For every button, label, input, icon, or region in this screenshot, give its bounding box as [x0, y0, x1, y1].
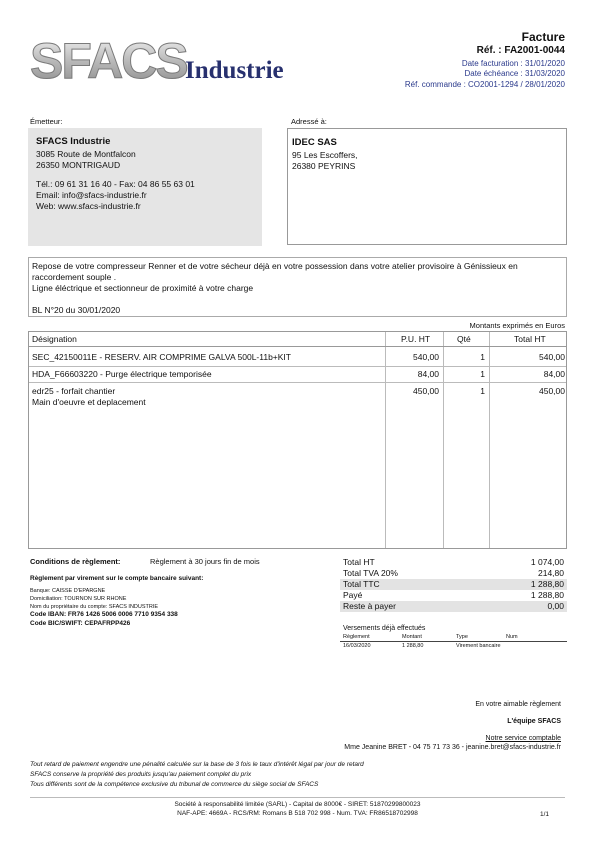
col-header-total: Total HT — [514, 334, 546, 344]
footer-company-info: Société à responsabilité limitée (SARL) - Capital de 8000€ - SIRET: 51870299800023 — [174, 801, 421, 808]
payment-type: Virement bancaire — [456, 643, 501, 649]
legal-line: SFACS conserve la propriété des produits jusqu'au paiement complet du prix — [30, 771, 252, 778]
payments-title: Versements déjà effectués — [343, 625, 426, 632]
col-header-unit-price: P.U. HT — [401, 334, 431, 344]
company-logo — [30, 34, 320, 86]
recipient-name: IDEC SAS — [292, 137, 337, 148]
total-value: 1 074,00 — [530, 557, 564, 567]
total-value: 214,80 — [538, 568, 564, 578]
svg-text:SFACS: SFACS — [30, 34, 187, 86]
items-table — [28, 331, 567, 549]
payments-col-date: Règlement — [343, 634, 370, 640]
total-label: Reste à payer — [343, 601, 396, 611]
description-line: Repose de votre compresseur Renner et de votre sécheur déjà en votre possession dans votre atelier provisoire à Génissieux en — [32, 261, 518, 271]
total-label: Total TTC — [343, 579, 380, 589]
item-total: 540,00 — [539, 352, 565, 362]
item-designation: edr25 - forfait chantier — [32, 386, 116, 396]
bank-transfer-title: Règlement par virement sur le compte bancaire suivant: — [30, 575, 204, 582]
legal-line: Tous différents sont de la compétence exclusive du tribunal de commerce du siège social de SFACS — [30, 781, 319, 788]
description-line: raccordement souple . — [32, 272, 117, 282]
item-quantity: 1 — [480, 369, 485, 379]
total-value: 1 288,80 — [530, 590, 564, 600]
document-title: Facture — [521, 30, 565, 44]
payment-row — [340, 642, 567, 651]
currency-note: Montants exprimés en Euros — [469, 321, 565, 330]
account-owner: Nom du propriétaire du compte: SFACS INDUSTRIE — [30, 604, 159, 610]
sender-website: Web: www.sfacs-industrie.fr — [36, 201, 141, 211]
payments-table — [340, 634, 567, 651]
total-value: 1 288,80 — [530, 579, 564, 589]
col-header-quantity: Qté — [457, 334, 471, 344]
sender-address-1: 3085 Route de Montfalcon — [36, 149, 136, 159]
item-quantity: 1 — [480, 352, 485, 362]
item-unit-price: 540,00 — [413, 352, 439, 362]
sender-box — [28, 128, 262, 246]
item-designation: SEC_42150011E - RESERV. AIR COMPRIME GALVA 500L-11b+KIT — [32, 352, 291, 362]
total-value: 0,00 — [547, 601, 564, 611]
description-line: Ligne éléctrique et sectionneur de proximité à votre charge — [32, 283, 254, 293]
order-reference: Réf. commande : CO2001-1294 / 28/01/2020 — [404, 80, 565, 89]
legal-line: Tout retard de paiement engendre une pénalité calculée sur la base de 3 fois le taux d'intérêt légal par jour de retard — [30, 761, 364, 768]
recipient-label: Adressé à: — [291, 117, 327, 126]
total-label: Total HT — [343, 557, 375, 567]
sender-phone: Tél.: 09 61 31 16 40 - Fax: 04 86 55 63 01 — [36, 179, 195, 189]
payment-amount: 1 288,80 — [402, 643, 424, 649]
payments-col-amount: Montant — [402, 634, 422, 640]
sender-name: SFACS Industrie — [36, 136, 111, 147]
work-description — [28, 257, 567, 317]
delivery-note: BL N°20 du 30/01/2020 — [32, 305, 121, 315]
closing-salutation: En votre aimable règlement — [475, 701, 561, 708]
item-unit-price: 450,00 — [413, 386, 439, 396]
total-ht-row — [340, 557, 567, 568]
bank-name: Banque: CAISSE D'EPARGNE — [30, 588, 106, 594]
footer-divider — [30, 797, 565, 798]
payments-header — [340, 634, 567, 642]
item-designation-detail: Main d'oeuvre et deplacement — [32, 397, 146, 407]
total-tva-row — [340, 568, 567, 579]
due-date: Date échéance : 31/03/2020 — [464, 69, 565, 78]
sender-label: Émetteur: — [30, 117, 63, 126]
sender-address-2: 26350 MONTRIGAUD — [36, 160, 121, 170]
closing-team: L'équipe SFACS — [507, 718, 561, 725]
payments-col-num: Num — [506, 634, 518, 640]
footer-registration: NAF-APE: 4669A - RCS/RM: Romans B 518 702 998 - Num. TVA: FR86518702998 — [177, 810, 418, 817]
payment-terms-value: Règlement à 30 jours fin de mois — [150, 557, 260, 566]
accounting-service: Notre service comptable — [485, 735, 561, 742]
bank-domiciliation: Domiciliation: TOURNON SUR RHONE — [30, 596, 127, 602]
recipient-address-2: 26380 PEYRINS — [292, 161, 356, 171]
recipient-box — [287, 128, 567, 245]
totals-block — [340, 557, 567, 612]
bic-swift: Code BIC/SWIFT: CEPAFRPP426 — [30, 620, 131, 627]
paid-row — [340, 590, 567, 601]
invoice-header — [405, 30, 565, 90]
total-label: Payé — [343, 590, 363, 600]
invoice-reference: Réf. : FA2001-0044 — [476, 45, 565, 56]
payment-terms-label: Conditions de règlement: — [30, 557, 121, 566]
iban: Code IBAN: FR76 1426 5006 0006 7710 9354 338 — [30, 611, 178, 618]
sender-email: Email: info@sfacs-industrie.fr — [36, 190, 147, 200]
item-unit-price: 84,00 — [417, 369, 439, 379]
item-total: 450,00 — [539, 386, 565, 396]
col-header-designation: Désignation — [32, 334, 77, 344]
total-ttc-row — [340, 579, 567, 590]
accounting-contact: Mme Jeanine BRET - 04 75 71 73 36 - jeanine.bret@sfacs-industrie.fr — [344, 744, 561, 751]
item-designation: HDA_F66603220 - Purge électrique temporisée — [32, 369, 212, 379]
item-total: 84,00 — [543, 369, 565, 379]
payments-col-type: Type — [456, 634, 468, 640]
item-quantity: 1 — [480, 386, 485, 396]
page-number: 1/1 — [539, 811, 549, 818]
recipient-address-1: 95 Les Escoffers, — [292, 150, 358, 160]
svg-text:Industrie: Industrie — [185, 57, 284, 84]
payment-date: 16/03/2020 — [343, 643, 371, 649]
invoice-date: Date facturation : 31/01/2020 — [461, 59, 565, 68]
remaining-row — [340, 601, 567, 612]
total-label: Total TVA 20% — [343, 568, 398, 578]
